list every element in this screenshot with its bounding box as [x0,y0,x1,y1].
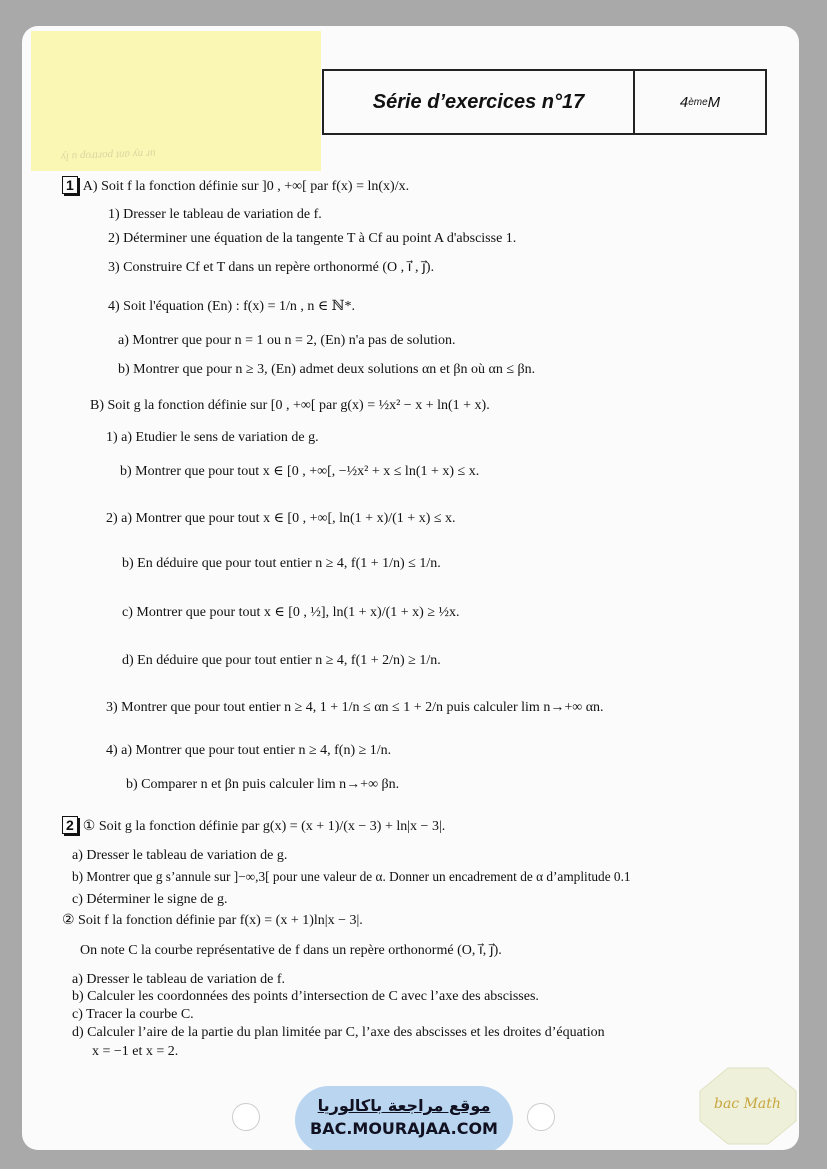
exercise2-line: On note C la courbe représentative de f dans un repère orthonormé (O, i⃗, j⃗). [80,943,502,958]
bacmath-logo [698,1066,798,1146]
sticky-note-text: ur ny ant portrop u ly [60,147,156,163]
exercise1-line: 4) Soit l'équation (En) : f(x) = 1/n , n ∈ ℕ*. [108,299,356,314]
exercise2-line: c) Déterminer le signe de g. [72,892,228,907]
page-title: Série d’exercices n°17 [324,71,635,133]
exercise1-line: 4) a) Montrer que pour tout entier n ≥ 4, f(n) ≥ 1/n. [106,743,392,758]
header-box [322,69,767,135]
exercise2-line: a) Dresser le tableau de variation de g. [72,848,288,863]
exercise1-line: a) Montrer que pour n = 1 ou n = 2, (En) n'a pas de solution. [118,333,456,348]
exercise2-line: d) Calculer l’aire de la partie du plan limitée par C, l’axe des abscisses et les droites d’équation [72,1025,605,1040]
exercise2-line: b) Montrer que g s’annule sur ]−∞,3[ pour une valeur de α. Donner un encadrement de α d’amplitude 0.1 [72,869,631,884]
site-name-arabic: موقع مراجعة باكالوريا [317,1096,491,1115]
document-page [22,26,799,1150]
site-badge[interactable] [295,1086,513,1150]
exercise2-line: ② Soit f la fonction définie par f(x) = (x + 1)ln|x − 3|. [62,913,363,928]
level-label: 4 ème M [679,93,721,111]
exercise2-line: 2 ① Soit g la fonction définie par g(x) = (x + 1)/(x − 3) + ln|x − 3|. [62,816,445,836]
exercise1-number: 1 [62,176,78,194]
exercise1-line: d) En déduire que pour tout entier n ≥ 4, f(1 + 2/n) ≥ 1/n. [122,653,441,668]
exercise2-line: x = −1 et x = 2. [92,1044,179,1059]
exercise1-line: 1) a) Etudier le sens de variation de g. [106,430,319,445]
exercise1-line: b) En déduire que pour tout entier n ≥ 4, f(1 + 1/n) ≤ 1/n. [122,556,441,571]
exercise1-line: 2) Déterminer une équation de la tangente T à Cf au point A d'abscisse 1. [108,231,517,246]
exercise2-number: 2 [62,816,78,834]
exercise1-line: b) Montrer que pour n ≥ 3, (En) admet deux solutions αn et βn où αn ≤ βn. [118,362,536,377]
exercise2-line: c) Tracer la courbe C. [72,1007,194,1022]
exercise1-line: 3) Construire Cf et T dans un repère orthonormé (O , i⃗ , j⃗). [108,260,435,275]
bacmath-logo-text: bac Math [714,1096,781,1112]
site-logo-right [527,1103,555,1131]
exercise1-line: B) Soit g la fonction définie sur [0 , +∞[ par g(x) = ½x² − x + ln(1 + x). [90,398,490,413]
exercise1-line: c) Montrer que pour tout x ∈ [0 , ½], ln(1 + x)/(1 + x) ≥ ½x. [122,605,460,620]
exercise2-line: b) Calculer les coordonnées des points d’intersection de C avec l’axe des abscisses. [72,989,539,1004]
site-logo-left [232,1103,260,1131]
site-url[interactable]: BAC.MOURAJAA.COM [310,1119,498,1138]
exercise1-line: b) Montrer que pour tout x ∈ [0 , +∞[, −½x² + x ≤ ln(1 + x) ≤ x. [120,464,480,479]
exercise1-line: b) Comparer n et βn puis calculer lim n→+∞ βn. [126,777,400,792]
exercise1-line: 1) Dresser le tableau de variation de f. [108,207,322,222]
exercise2-line: a) Dresser le tableau de variation de f. [72,972,286,987]
exercise1-line: 3) Montrer que pour tout entier n ≥ 4, 1 + 1/n ≤ αn ≤ 1 + 2/n puis calculer lim n→+∞ αn. [106,700,604,715]
exercise1-line: 2) a) Montrer que pour tout x ∈ [0 , +∞[, ln(1 + x)/(1 + x) ≤ x. [106,511,456,526]
exercise1-line: 1 A) Soit f la fonction définie sur ]0 , +∞[ par f(x) = ln(x)/x. [62,176,409,196]
sticky-note [31,31,321,171]
